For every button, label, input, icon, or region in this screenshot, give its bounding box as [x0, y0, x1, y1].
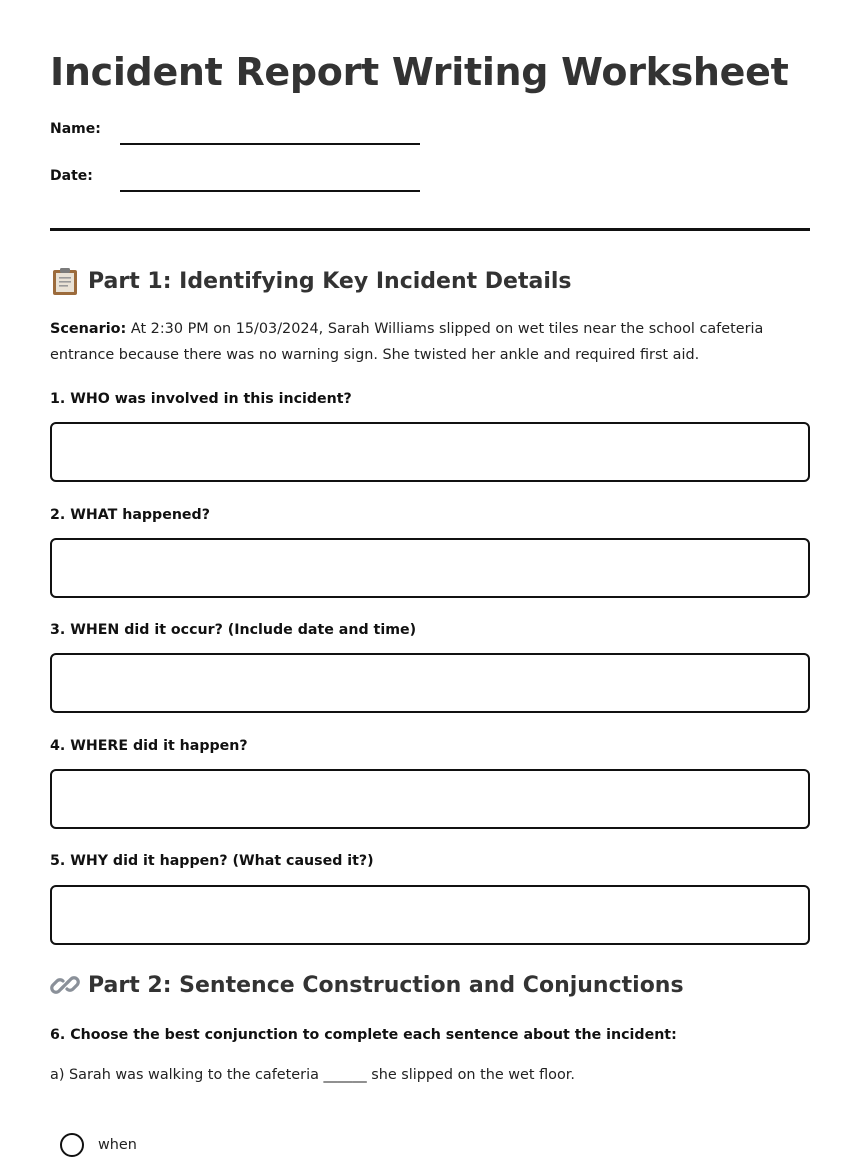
name-field: [50, 121, 430, 145]
answer-box-why[interactable]: [50, 885, 810, 945]
part1-title: Part 1: Identifying Key Incident Details: [88, 268, 572, 294]
answer-box-what[interactable]: [50, 538, 810, 598]
worksheet-title: Incident Report Writing Worksheet: [50, 50, 789, 94]
date-input-line[interactable]: [120, 190, 420, 192]
question-when: 3. WHEN did it occur? (Include date and time): [50, 622, 417, 638]
radio-button[interactable]: [60, 1133, 84, 1157]
scenario-paragraph: [50, 316, 810, 368]
part2-title: Part 2: Sentence Construction and Conjunctions: [88, 972, 684, 998]
option-label: when: [98, 1137, 137, 1153]
link-icon: [50, 970, 80, 1000]
date-label: Date:: [50, 168, 93, 184]
option-when[interactable]: [60, 1133, 137, 1157]
question-who: 1. WHO was involved in this incident?: [50, 391, 352, 407]
name-label: Name:: [50, 121, 101, 137]
question-conjunction: 6. Choose the best conjunction to complete each sentence about the incident:: [50, 1027, 677, 1043]
answer-box-who[interactable]: [50, 422, 810, 482]
question-why: 5. WHY did it happen? (What caused it?): [50, 853, 374, 869]
scenario-text: At 2:30 PM on 15/03/2024, Sarah Williams slipped on wet tiles near the school cafeteria entrance because there was no warning sign. She twisted her ankle and required first aid.: [50, 321, 764, 363]
header-divider: [50, 228, 810, 231]
scenario-lead: Scenario:: [50, 321, 127, 337]
answer-box-where[interactable]: [50, 769, 810, 829]
question-what: 2. WHAT happened?: [50, 507, 210, 523]
sentence-a: a) Sarah was walking to the cafeteria ______ she slipped on the wet floor.: [50, 1067, 575, 1083]
date-field: [50, 168, 430, 192]
question-where: 4. WHERE did it happen?: [50, 738, 248, 754]
part2-heading: [50, 970, 684, 1000]
part1-heading: [50, 266, 572, 296]
clipboard-icon: [50, 266, 80, 296]
name-input-line[interactable]: [120, 143, 420, 145]
answer-box-when[interactable]: [50, 653, 810, 713]
